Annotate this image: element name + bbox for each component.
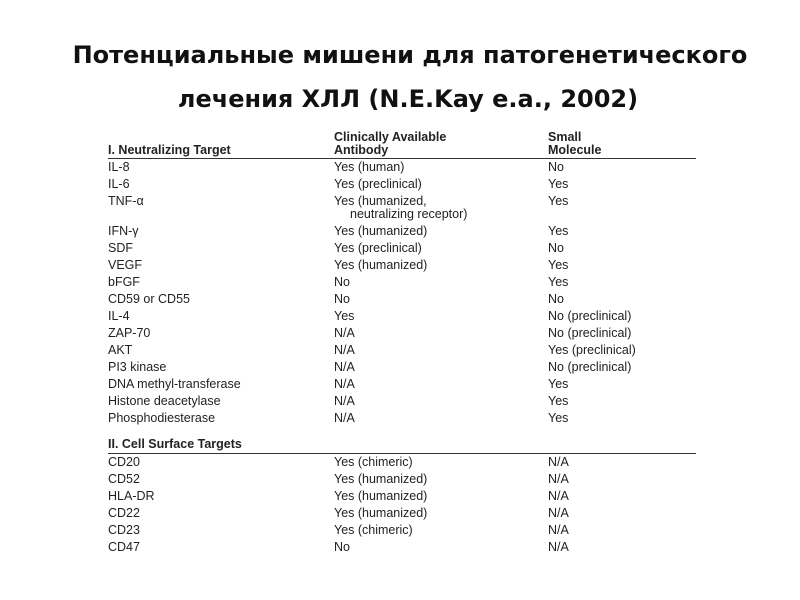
antibody-text: Yes (preclinical) [334,177,422,191]
antibody-text: Yes (humanized, [334,194,427,208]
molecule-cell: Yes [548,275,569,289]
molecule-cell: N/A [548,455,569,469]
antibody-cell [334,308,354,325]
antibody-text: No [334,292,350,306]
antibody-text: Yes (humanized) [334,472,428,486]
table-row [108,223,696,240]
table-row [108,291,696,308]
section-2-title: II. Cell Surface Targets [108,437,242,451]
table-row [108,522,696,539]
antibody-cell [334,410,355,427]
antibody-cell [334,471,427,488]
antibody-text: N/A [334,394,355,408]
section-neutralizing-targets [108,159,696,427]
antibody-text: Yes (humanized) [334,506,428,520]
molecule-cell: No (preclinical) [548,360,632,374]
molecule-cell: Yes (preclinical) [548,343,636,357]
target-cell: CD47 [108,540,140,554]
molecule-cell: Yes [548,224,569,238]
antibody-text-continued: neutralizing receptor) [350,207,468,221]
target-cell: CD59 or CD55 [108,292,190,306]
antibody-text: N/A [334,411,355,425]
target-cell: CD23 [108,523,140,537]
antibody-cell [334,257,427,274]
table-row [108,159,696,176]
table-row [108,376,696,393]
antibody-cell [334,539,350,556]
molecule-cell: Yes [548,394,569,408]
header-molecule-line-2: Molecule [548,143,602,157]
antibody-cell [334,522,413,539]
header-molecule-line-1: Small [548,130,582,144]
antibody-cell [334,488,427,505]
target-cell: bFGF [108,275,140,289]
antibody-cell [334,176,422,193]
target-cell: SDF [108,241,133,255]
target-cell: IL-6 [108,177,130,191]
table-row [108,410,696,427]
molecule-cell: Yes [548,377,569,391]
antibody-text: N/A [334,360,355,374]
table-row [108,505,696,522]
molecule-cell: Yes [548,177,569,191]
molecule-cell: N/A [548,523,569,537]
antibody-cell [334,274,350,291]
section-2-heading [108,433,696,453]
header-antibody [334,131,446,157]
table-row [108,308,696,325]
antibody-cell [334,240,422,257]
antibody-text: Yes (chimeric) [334,523,413,537]
table-row [108,454,696,471]
antibody-cell [334,291,350,308]
target-cell: Phosphodiesterase [108,411,216,425]
target-cell: PI3 kinase [108,360,167,374]
header-antibody-line-2: Antibody [334,143,389,157]
molecule-cell: No (preclinical) [548,309,632,323]
header-small-molecule [548,131,602,157]
target-cell: TNF-α [108,194,144,208]
table-row [108,359,696,376]
antibody-text: Yes (preclinical) [334,241,422,255]
antibody-cell [334,505,427,522]
header-antibody-line-1: Clinically Available [334,130,447,144]
antibody-text: No [334,275,350,289]
table-row [108,325,696,342]
antibody-text: N/A [334,343,355,357]
target-cell: AKT [108,343,133,357]
antibody-cell [334,223,427,240]
antibody-text: Yes (humanized) [334,258,428,272]
table-row [108,193,696,223]
target-cell: VEGF [108,258,143,272]
antibody-cell [334,393,355,410]
table-row [108,257,696,274]
antibody-text: N/A [334,377,355,391]
target-cell: CD22 [108,506,140,520]
targets-table [108,130,696,556]
target-cell: IL-4 [108,309,130,323]
molecule-cell: No [548,160,564,174]
molecule-cell: Yes [548,194,569,208]
antibody-cell [334,325,355,342]
antibody-text: No [334,540,350,554]
target-cell: ZAP-70 [108,326,151,340]
target-cell: IFN-γ [108,224,139,238]
table-row [108,176,696,193]
table-row [108,471,696,488]
antibody-cell [334,376,355,393]
table-row [108,274,696,291]
table-row [108,393,696,410]
target-cell: DNA methyl-transferase [108,377,241,391]
target-cell: CD52 [108,472,140,486]
molecule-cell: No [548,292,564,306]
section-cell-surface-targets [108,454,696,556]
target-cell: IL-8 [108,160,130,174]
antibody-text: Yes [334,309,355,323]
target-cell: HLA-DR [108,489,155,503]
molecule-cell: N/A [548,506,569,520]
antibody-cell [334,342,355,359]
molecule-cell: N/A [548,472,569,486]
antibody-cell [334,359,355,376]
molecule-cell: No [548,241,564,255]
antibody-cell [334,194,467,221]
table-row [108,488,696,505]
molecule-cell: No (preclinical) [548,326,632,340]
slide-title-line-1: Потенциальные мишени для патогенетического [72,41,748,69]
molecule-cell: N/A [548,489,569,503]
antibody-text: Yes (humanized) [334,224,428,238]
target-cell: Histone deacetylase [108,394,221,408]
antibody-text: Yes (human) [334,160,405,174]
molecule-cell: N/A [548,540,569,554]
antibody-text: N/A [334,326,355,340]
target-cell: CD20 [108,455,140,469]
header-neutralizing-target: I. Neutralizing Target [108,143,231,157]
table-row [108,539,696,556]
table-row [108,342,696,359]
table-header [108,130,696,158]
molecule-cell: Yes [548,258,569,272]
table-row [108,240,696,257]
slide-title-line-2: лечения ХЛЛ (N.E.Kay e.a., 2002) [177,85,639,113]
molecule-cell: Yes [548,411,569,425]
antibody-cell [334,159,404,176]
antibody-text: Yes (humanized) [334,489,428,503]
antibody-text: Yes (chimeric) [334,455,413,469]
antibody-cell [334,454,413,471]
